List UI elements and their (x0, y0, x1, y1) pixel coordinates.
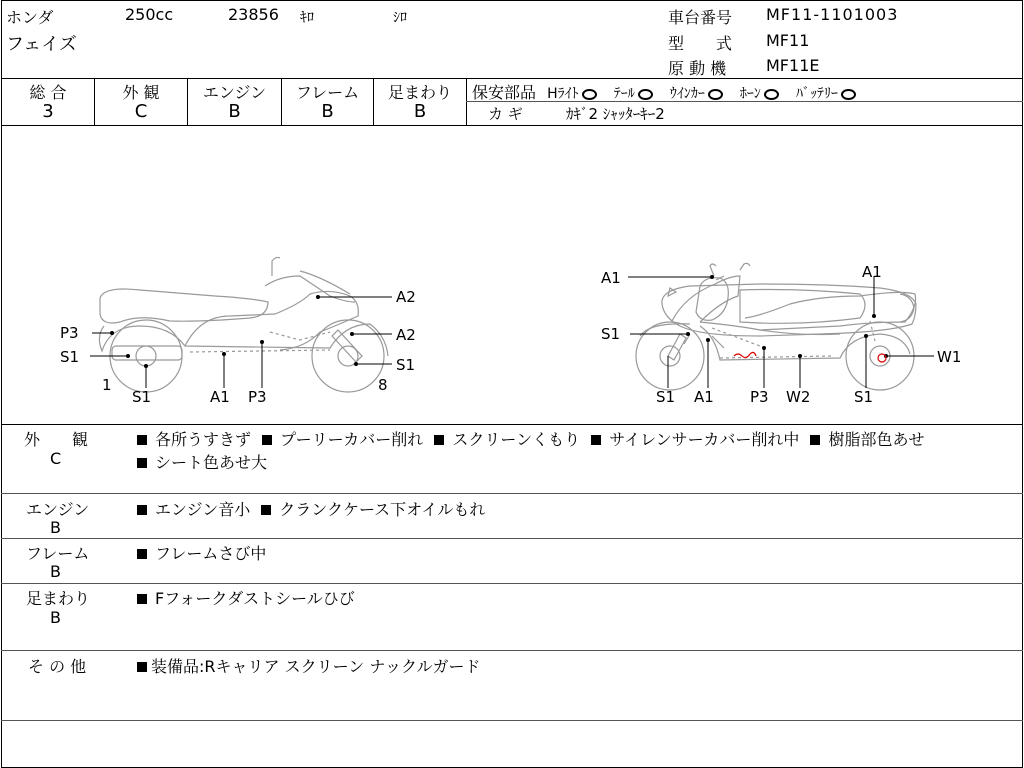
grade-label-engine: エンジン (202, 83, 267, 102)
damage-label: S1 (854, 388, 874, 406)
grade-label-overall: 総 合 (29, 83, 67, 102)
damage-label: 1 (102, 376, 112, 394)
frame-no-label: 車台番号 (668, 8, 733, 27)
ok-circle-icon (841, 89, 856, 100)
divider (1, 650, 1023, 651)
divider (1, 538, 1023, 539)
detail-note: サイレンサーカバー削れ中 (609, 430, 800, 449)
grade-value-suspension: B (413, 101, 427, 122)
detail-category: フレーム (26, 544, 90, 563)
ok-circle-icon (582, 89, 597, 100)
grade-value-exterior: C (134, 101, 148, 122)
bullet-square-icon (262, 435, 272, 445)
detail-category: エンジン (26, 500, 90, 519)
damage-label: A1 (210, 388, 230, 406)
detail-category: そ の 他 (28, 657, 87, 676)
detail-note: 樹脂部色あせ (828, 430, 925, 449)
damage-label: S1 (601, 325, 621, 343)
damage-label: P3 (750, 388, 769, 406)
bullet-square-icon (261, 505, 271, 515)
detail-note: フレームさび中 (155, 544, 267, 563)
damage-label: A1 (862, 263, 882, 281)
ok-circle-icon (764, 89, 779, 100)
damage-mark (878, 354, 886, 362)
mileage: 23856 (228, 5, 279, 24)
frame-no: MF11-1101003 (766, 5, 899, 24)
bullet-square-icon (591, 435, 601, 445)
detail-category: 足まわり (26, 589, 91, 608)
divider (1, 493, 1023, 494)
color: ｼﾛ (393, 10, 407, 26)
grade-value-frame: B (321, 101, 334, 122)
scooter-left-view (99, 257, 388, 392)
bullet-square-icon (137, 549, 147, 559)
damage-label: A1 (601, 269, 621, 287)
detail-note: クランクケース下オイルもれ (279, 500, 486, 519)
divider (1, 720, 1023, 721)
damage-label: P3 (248, 388, 267, 406)
divider (1, 78, 1023, 79)
ok-circle-icon (708, 89, 723, 100)
grade-value-engine: B (228, 101, 241, 122)
detail-note: 各所うすきず (155, 430, 252, 449)
detail-note: Fフォークダストシールひび (155, 589, 355, 608)
maker: ホンダ (6, 8, 54, 27)
detail-note: シート色あせ大 (155, 453, 268, 472)
type-label: 型 式 (668, 34, 733, 53)
engine-label: 原 動 機 (668, 59, 727, 78)
bullet-square-icon (137, 594, 147, 604)
safety-item-headlight: Hﾗｲﾄ (547, 86, 597, 102)
damage-label: W1 (937, 348, 962, 366)
displacement: 250cc (125, 5, 174, 24)
safety-parts (472, 80, 856, 103)
bullet-square-icon (434, 435, 444, 445)
detail-notes-line (137, 654, 481, 677)
damage-label: S1 (396, 356, 416, 374)
model-name: フェイズ (6, 34, 77, 55)
detail-grade: B (50, 518, 61, 537)
damage-label: A1 (694, 388, 714, 406)
ok-circle-icon (638, 89, 653, 100)
safety-item-battery: ﾊﾞｯﾃﾘｰ (796, 86, 856, 102)
bullet-square-icon (137, 458, 147, 468)
key-label: カ ギ (488, 105, 523, 123)
type-value: MF11 (766, 31, 810, 50)
damage-label: S1 (656, 388, 676, 406)
damage-label: P3 (60, 324, 79, 342)
divider (1, 424, 1023, 425)
detail-notes-line (137, 427, 924, 450)
detail-note: 装備品:Rキャリア スクリーン ナックルガード (151, 657, 481, 676)
detail-category: 外 観 (24, 430, 89, 449)
grade-label-frame: フレーム (295, 83, 360, 102)
scooter-top-view (662, 276, 916, 348)
detail-note: スクリーンくもり (452, 430, 581, 449)
detail-notes-line (137, 541, 266, 564)
safety-item-horn: ﾎｰﾝ (740, 86, 779, 102)
damage-label: A2 (396, 288, 416, 306)
detail-grade: C (50, 449, 62, 468)
detail-notes-line (137, 497, 485, 520)
damage-label: A2 (396, 326, 416, 344)
detail-grade: B (50, 562, 61, 581)
bullet-square-icon (810, 435, 820, 445)
safety-item-tail: ﾃｰﾙ (614, 86, 653, 102)
damage-label: 8 (378, 376, 388, 394)
grade-label-suspension: 足まわり (387, 83, 452, 102)
detail-note: プーリーカバー削れ (280, 430, 424, 449)
damage-label: W2 (786, 388, 811, 406)
grade-label-exterior: 外 観 (122, 83, 160, 102)
engine-value: MF11E (766, 56, 820, 75)
bullet-square-icon (137, 505, 147, 515)
mileage-unit: ｷﾛ (300, 10, 314, 26)
damage-label: S1 (60, 348, 80, 366)
key-value: ｶｷﾞ2 ｼｬｯﾀｰｷｰ2 (566, 105, 665, 123)
detail-notes-line (137, 450, 267, 473)
detail-note: エンジン音小 (155, 500, 251, 519)
bullet-square-icon (137, 662, 147, 672)
safety-item-winker: ｳｲﾝｶｰ (670, 86, 723, 102)
detail-grade: B (50, 608, 61, 627)
safety-label: 保安部品 (472, 83, 537, 102)
grade-value-overall: 3 (42, 101, 54, 122)
damage-label: S1 (132, 388, 152, 406)
bullet-square-icon (137, 435, 147, 445)
divider (1, 583, 1023, 584)
detail-notes-line (137, 586, 355, 609)
